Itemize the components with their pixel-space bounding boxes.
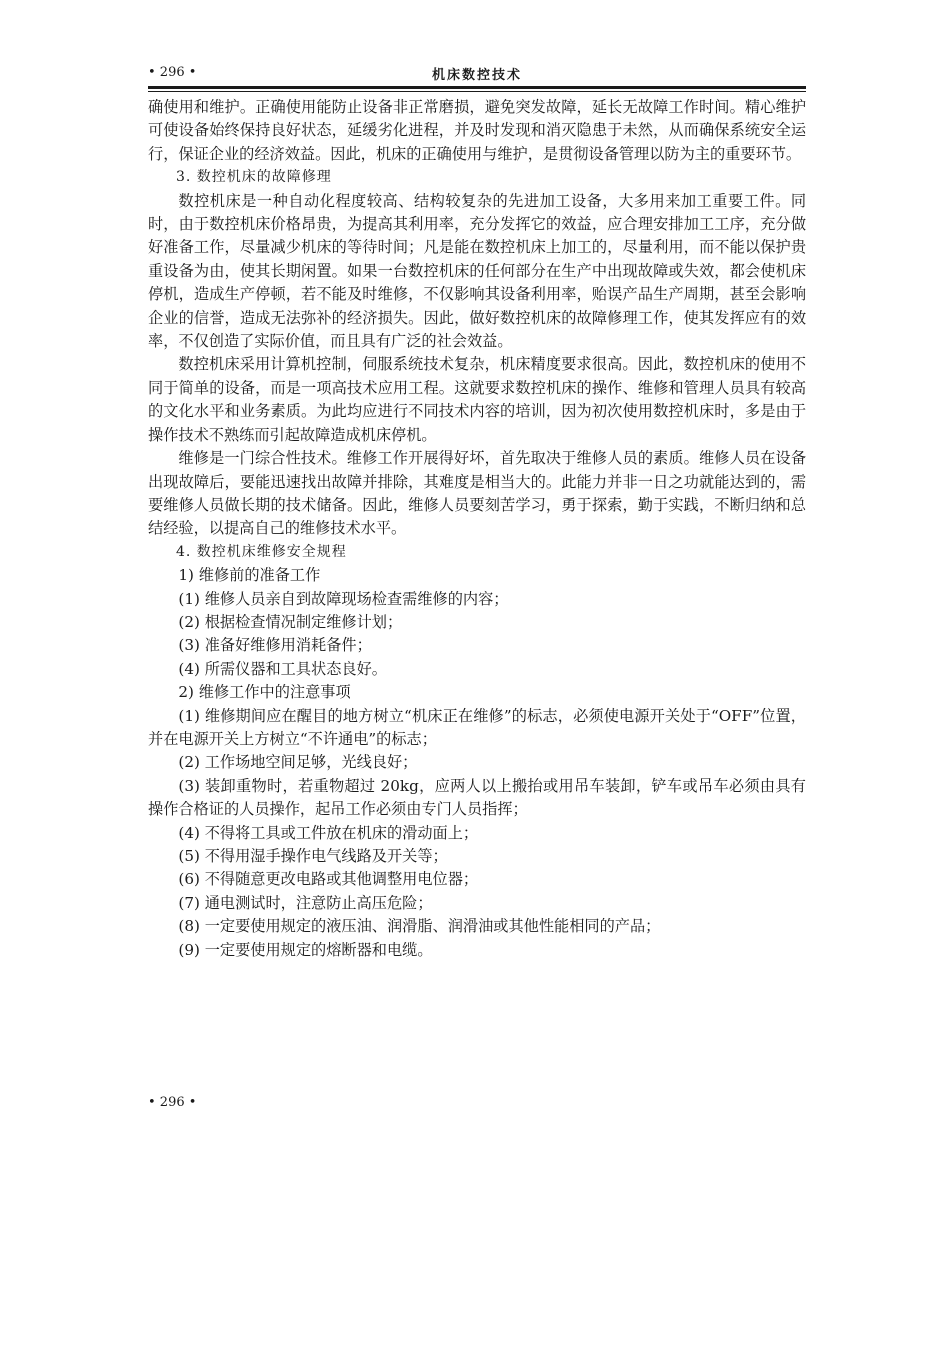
paragraph-fault-repair: 数控机床是一种自动化程度较高、结构较复杂的先进加工设备，大多用来加工重要工件。同时，由于数控机床价格昂贵，为提高其利用率，充分发挥它的效益，应合理安排加工工序，充分做好准备工作，尽量减少机床的等待时间；凡是能在数控机床上加工的，尽量利用，而不能以保护贵重设备为由，使其长期闲置。如果一台数控机床的任何部分在生产中出现故障或失效，都会使机床停机，造成生产停顿，若不能及时维修，不仅影响其设备利用率，贻误产品生产周期，甚至会影响企业的信誉，造成无法弥补的经济损失。因此，做好数控机床的故障修理工作，使其发挥应有的效率，不仅创造了实际价值，而且具有广泛的社会效益。 <box>148 191 806 351</box>
list-item: (4) 所需仪器和工具状态良好。 <box>178 659 387 678</box>
list-item: (1) 维修人员亲自到故障现场检查需维修的内容； <box>178 589 509 608</box>
list-item: (2) 工作场地空间足够，光线良好； <box>178 753 418 772</box>
list-item: (9) 一定要使用规定的熔断器和电缆。 <box>178 940 433 959</box>
list-item: (3) 准备好维修用消耗备件； <box>178 636 372 655</box>
subheading-preparation: 1) 维修前的准备工作 <box>178 566 321 585</box>
list-item: (5) 不得用湿手操作电气线路及开关等； <box>178 847 448 865</box>
subheading-precautions: 2) 维修工作中的注意事项 <box>178 683 351 702</box>
list-item: (8) 一定要使用规定的液压油、润滑脂、润滑油或其他性能相同的产品； <box>178 917 661 936</box>
section-heading-4: 4. 数控机床维修安全规程 <box>176 543 347 560</box>
list-item: (2) 根据检查情况制定维修计划； <box>178 612 403 631</box>
list-item: (3) 装卸重物时，若重物超过 20kg，应两人以上搬抬或用吊车装卸，铲车或吊车必须由具有操作合格证的人员操作，起吊工作必须由专门人员指挥； <box>148 776 806 819</box>
list-item: (7) 通电测试时，注意防止高压危险； <box>178 893 433 912</box>
header-rule-thick <box>148 86 806 89</box>
paragraph-continued: 确使用和维护。正确使用能防止设备非正常磨损，避免突发故障，延长无故障工作时间。精心维护可使设备始终保持良好状态，延缓劣化进程，并及时发现和消灭隐患于未然，从而确保系统安全运行，保证企业的经济效益。因此，机床的正确使用与维护，是贯彻设备管理以防为主的重要环节。 <box>148 98 806 163</box>
section-heading-3: 3. 数控机床的故障修理 <box>176 169 332 186</box>
page-header <box>148 58 806 84</box>
list-item: (6) 不得随意更改电路或其他调整用电位器； <box>178 870 479 889</box>
book-title: 机床数控技术 <box>431 68 522 83</box>
paragraph-maintenance-skill: 维修是一门综合性技术。维修工作开展得好坏，首先取决于维修人员的素质。维修人员在设备出现故障后，要能迅速找出故障并排除，其难度是相当大的。此能力并非一日之功就能达到的，需要维修人员做长期的技术储备。因此，维修人员要刻苦学习，勇于探索，勤于实践，不断归纳和总结经验，以提高自己的维修技术水平。 <box>148 449 806 538</box>
paragraph-computer-control: 数控机床采用计算机控制，伺服系统技术复杂，机床精度要求很高。因此，数控机床的使用不同于简单的设备，而是一项高技术应用工程。这就要求数控机床的操作、维修和管理人员具有较高的文化水平和业务素质。为此均应进行不同技术内容的培训，因为初次使用数控机床时，多是由于操作技术不熟练而引起故障造成机床停机。 <box>148 355 806 444</box>
page-body <box>148 96 806 962</box>
header-page-number: • 296 • <box>148 65 197 80</box>
header-rule-thin <box>148 91 806 92</box>
list-item: (1) 维修期间应在醒目的地方树立“机床正在维修”的标志，必须使电源开关处于“OFF”位置，并在电源开关上方树立“不许通电”的标志； <box>148 706 806 748</box>
list-item: (4) 不得将工具或工件放在机床的滑动面上； <box>178 823 479 842</box>
footer-page-number: • 296 • <box>148 1095 197 1110</box>
